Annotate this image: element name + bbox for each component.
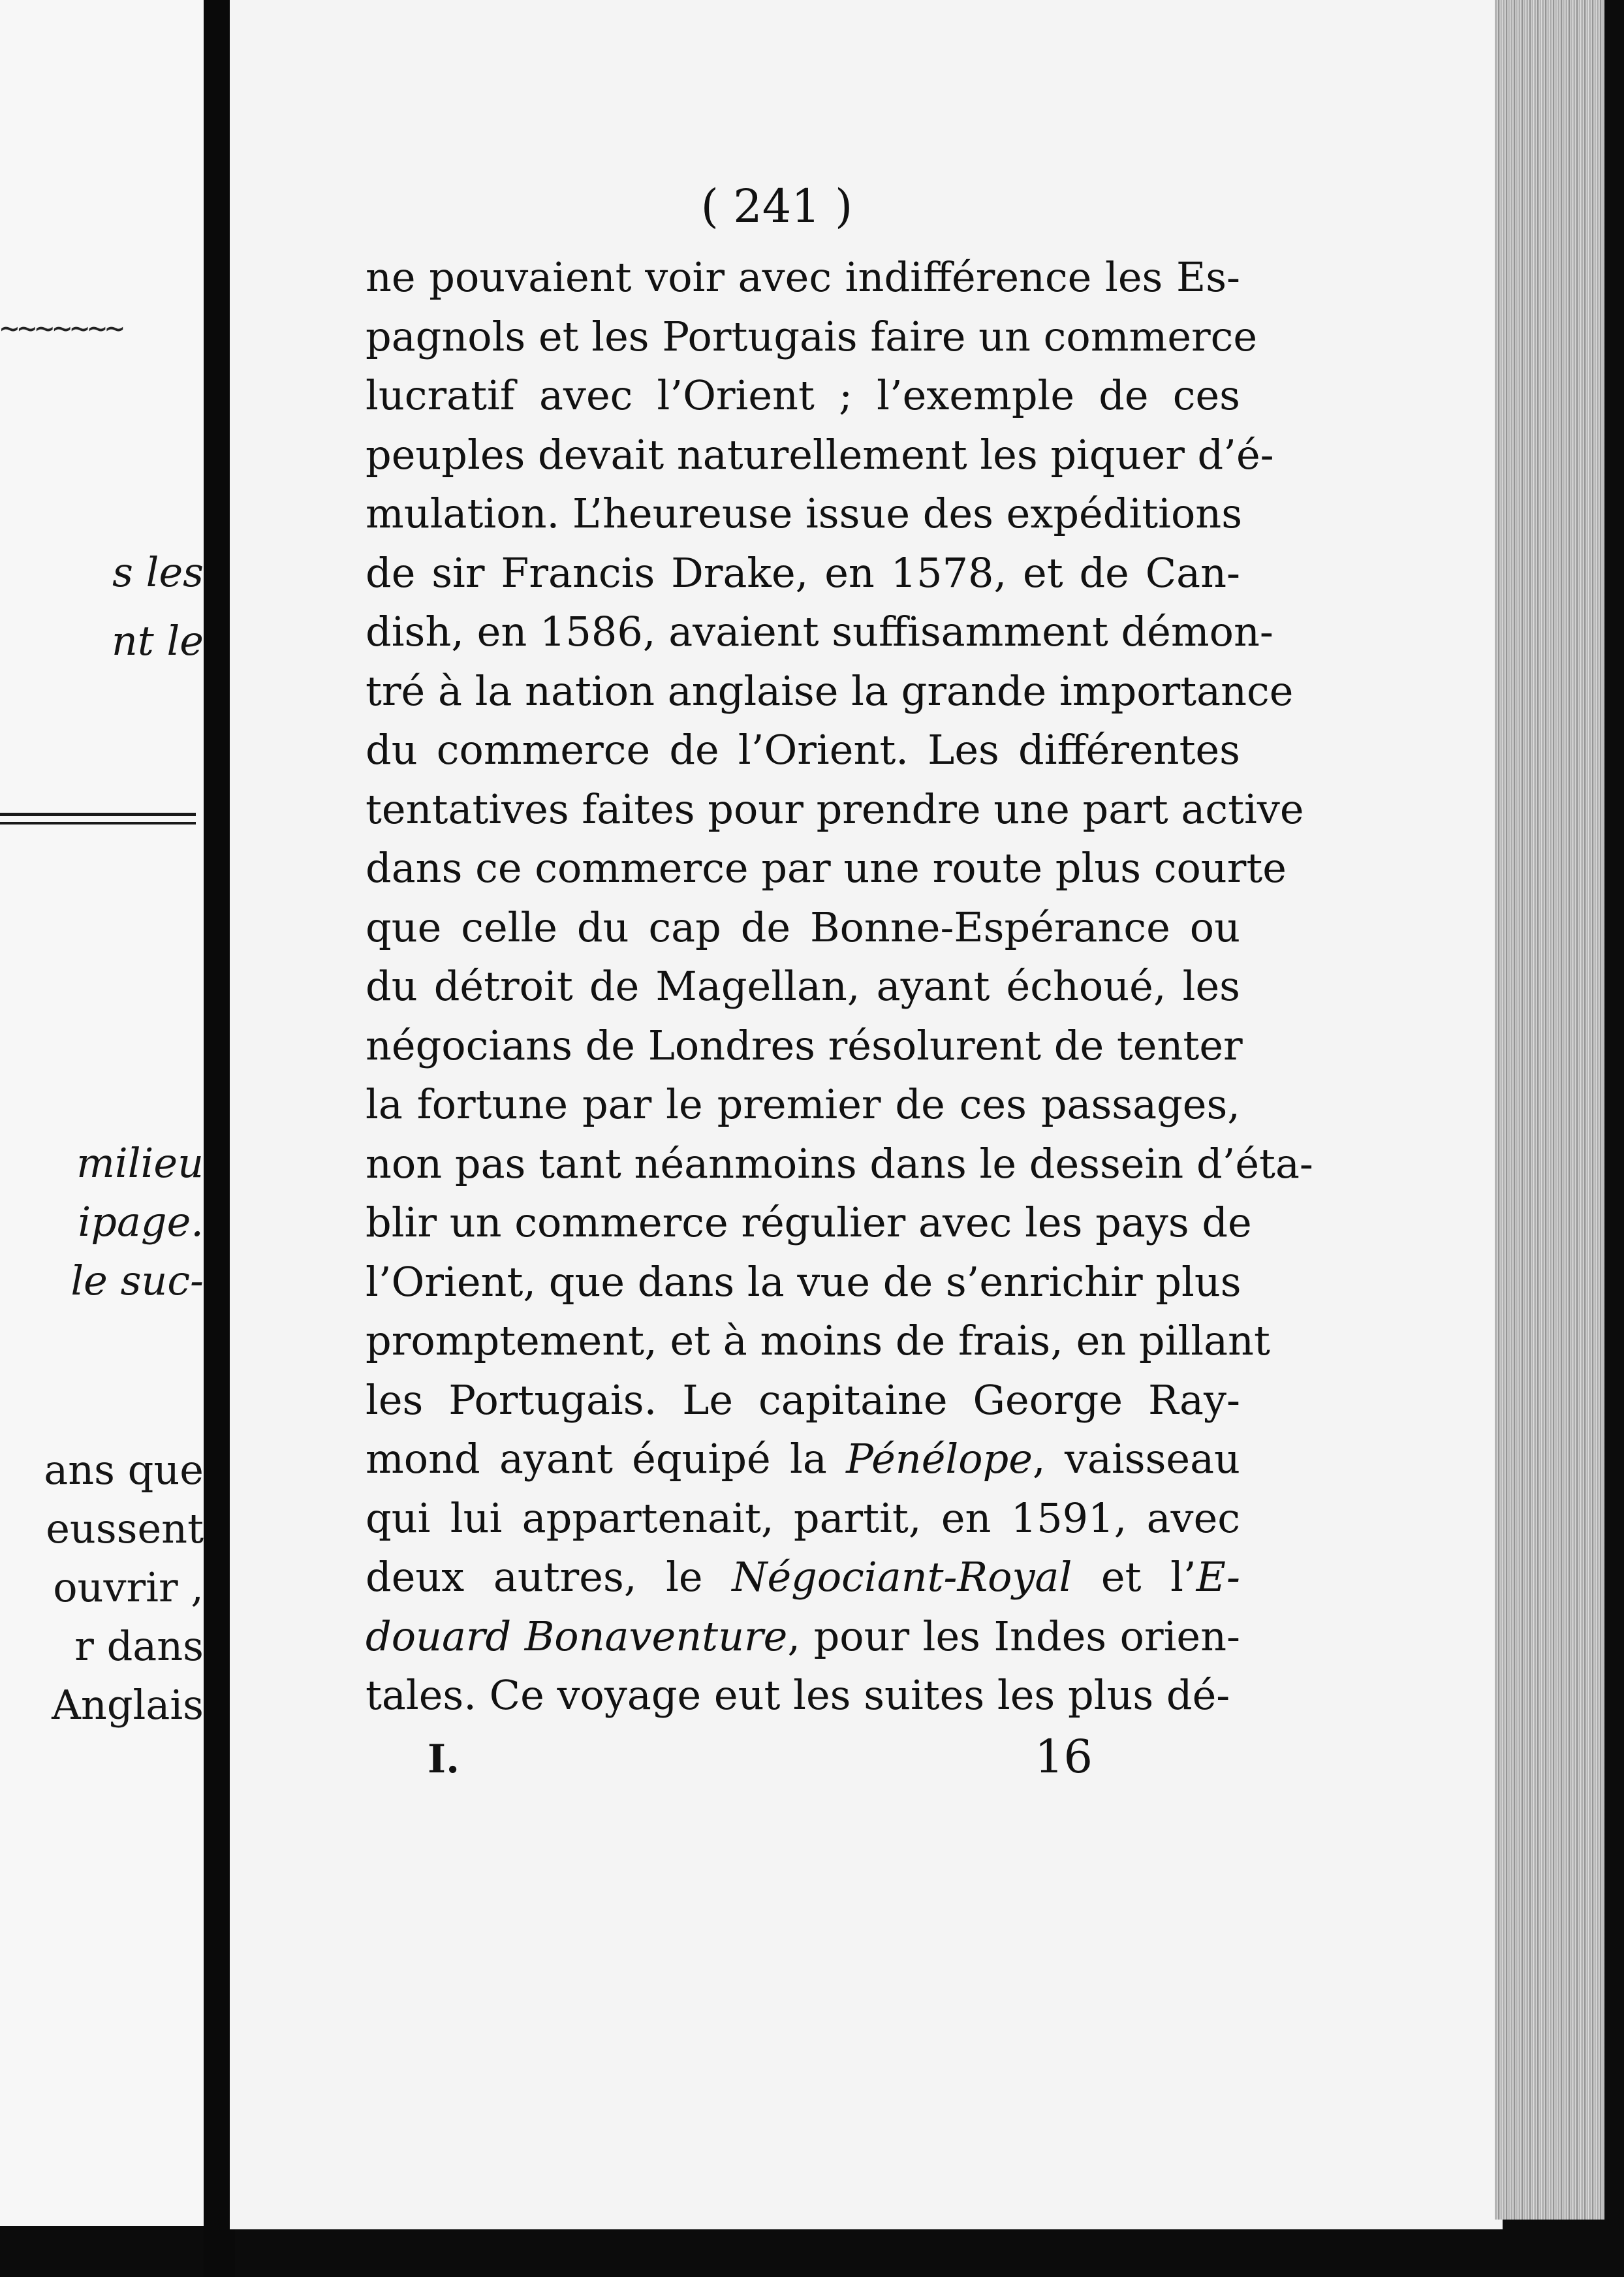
text-segment: ne pouvaient voir avec indifférence les Es- <box>366 253 1240 301</box>
text-line <box>366 1135 1313 1194</box>
text-line <box>366 366 1240 426</box>
text-segment: non pas tant néanmoins dans le dessein d’éta- <box>366 1139 1313 1187</box>
text-segment: du détroit de Magellan, ayant échoué, les <box>366 962 1240 1010</box>
text-segment: de sir Francis Drake, en 1578, et de Can- <box>366 548 1240 597</box>
text-segment: lucratif avec l’Orient ; l’exemple de ces <box>366 371 1240 419</box>
scan-border <box>1604 0 1624 2277</box>
facing-page-left <box>0 0 204 2226</box>
text-segment: tré à la nation anglaise la grande importance <box>366 667 1294 715</box>
text-segment: négocians de Londres résolurent de tenter <box>366 1021 1243 1069</box>
text-segment: dish, en 1586, avaient suffisamment démon- <box>366 608 1273 655</box>
text-segment: mond ayant équipé la <box>366 1435 847 1483</box>
signature-mark: I. <box>428 1736 460 1782</box>
double-rule <box>0 813 196 824</box>
left-page-fragment: ipage. <box>78 1198 204 1246</box>
text-segment: promptement, et à moins de frais, en pillant <box>366 1317 1270 1364</box>
text-segment: du commerce de l’Orient. Les différentes <box>366 726 1240 774</box>
text-line <box>366 662 1294 721</box>
text-segment: qui lui appartenait, partit, en 1591, avec <box>366 1494 1240 1542</box>
text-line <box>366 957 1240 1016</box>
italic-text: Pénélope <box>846 1435 1033 1483</box>
text-line <box>366 248 1240 307</box>
text-line <box>366 1489 1240 1548</box>
text-segment: la fortune par le premier de ces passages, <box>366 1080 1240 1128</box>
text-segment: dans ce commerce par une route plus courte <box>366 844 1287 892</box>
text-line <box>366 839 1287 898</box>
italic-text: E- <box>1196 1553 1240 1601</box>
italic-text: douard Bonaventure <box>366 1612 788 1660</box>
text-line <box>366 780 1304 840</box>
text-segment: mulation. L’heureuse issue des expéditions <box>366 490 1243 537</box>
text-segment: deux autres, le <box>366 1553 732 1601</box>
text-segment: tales. Ce voyage eut les suites les plus dé- <box>366 1671 1230 1719</box>
left-page-fragment: milieu <box>76 1139 204 1187</box>
left-page-fragment: s les <box>112 548 204 596</box>
text-segment: tentatives faites pour prendre une part active <box>366 785 1304 833</box>
decorative-rule: ~~~~~~~ <box>0 310 123 347</box>
page-number: ( 241 ) <box>700 180 853 233</box>
text-line <box>366 1666 1240 1725</box>
text-line <box>366 898 1240 958</box>
text-segment: blir un commerce régulier avec les pays de <box>366 1199 1252 1246</box>
italic-text: Négociant-Royal <box>732 1553 1072 1601</box>
page-edges <box>1495 0 1604 2220</box>
text-segment: que celle du cap de Bonne-Espérance ou <box>366 903 1240 951</box>
text-line <box>366 1253 1240 1312</box>
text-line <box>366 1075 1240 1135</box>
text-line <box>366 1193 1252 1253</box>
text-line <box>366 1311 1270 1371</box>
left-page-fragment: le suc- <box>70 1257 204 1304</box>
text-line <box>366 484 1243 544</box>
text-line <box>366 1607 1240 1667</box>
left-page-fragment: ouvrir , <box>53 1563 204 1611</box>
left-page-fragment: nt le <box>111 617 204 665</box>
text-segment: les Portugais. Le capitaine George Ray- <box>366 1375 1240 1424</box>
text-line <box>366 426 1274 485</box>
text-segment: pagnols et les Portugais faire un commerce <box>366 312 1258 360</box>
text-line <box>366 544 1240 603</box>
text-line <box>366 307 1258 367</box>
left-page-fragment: Anglais <box>52 1681 204 1729</box>
text-line <box>366 721 1240 780</box>
text-segment: , pour les Indes orien- <box>787 1612 1240 1660</box>
text-line <box>366 1548 1240 1607</box>
left-page-fragment: r dans <box>74 1622 204 1670</box>
text-segment: , vaisseau <box>1032 1435 1240 1483</box>
folio-number: 16 <box>1035 1730 1093 1783</box>
text-line <box>366 1016 1243 1076</box>
text-line <box>366 1371 1240 1430</box>
text-line <box>366 603 1273 662</box>
text-segment: et l’ <box>1072 1553 1196 1601</box>
left-page-fragment: eussent <box>46 1505 204 1552</box>
left-page-fragment: ans que <box>44 1446 204 1494</box>
body-text <box>366 248 1313 1725</box>
text-line <box>366 1430 1240 1489</box>
text-segment: l’Orient, que dans la vue de s’enrichir plus <box>366 1257 1241 1306</box>
text-segment: peuples devait naturellement les piquer d’é- <box>366 430 1274 479</box>
